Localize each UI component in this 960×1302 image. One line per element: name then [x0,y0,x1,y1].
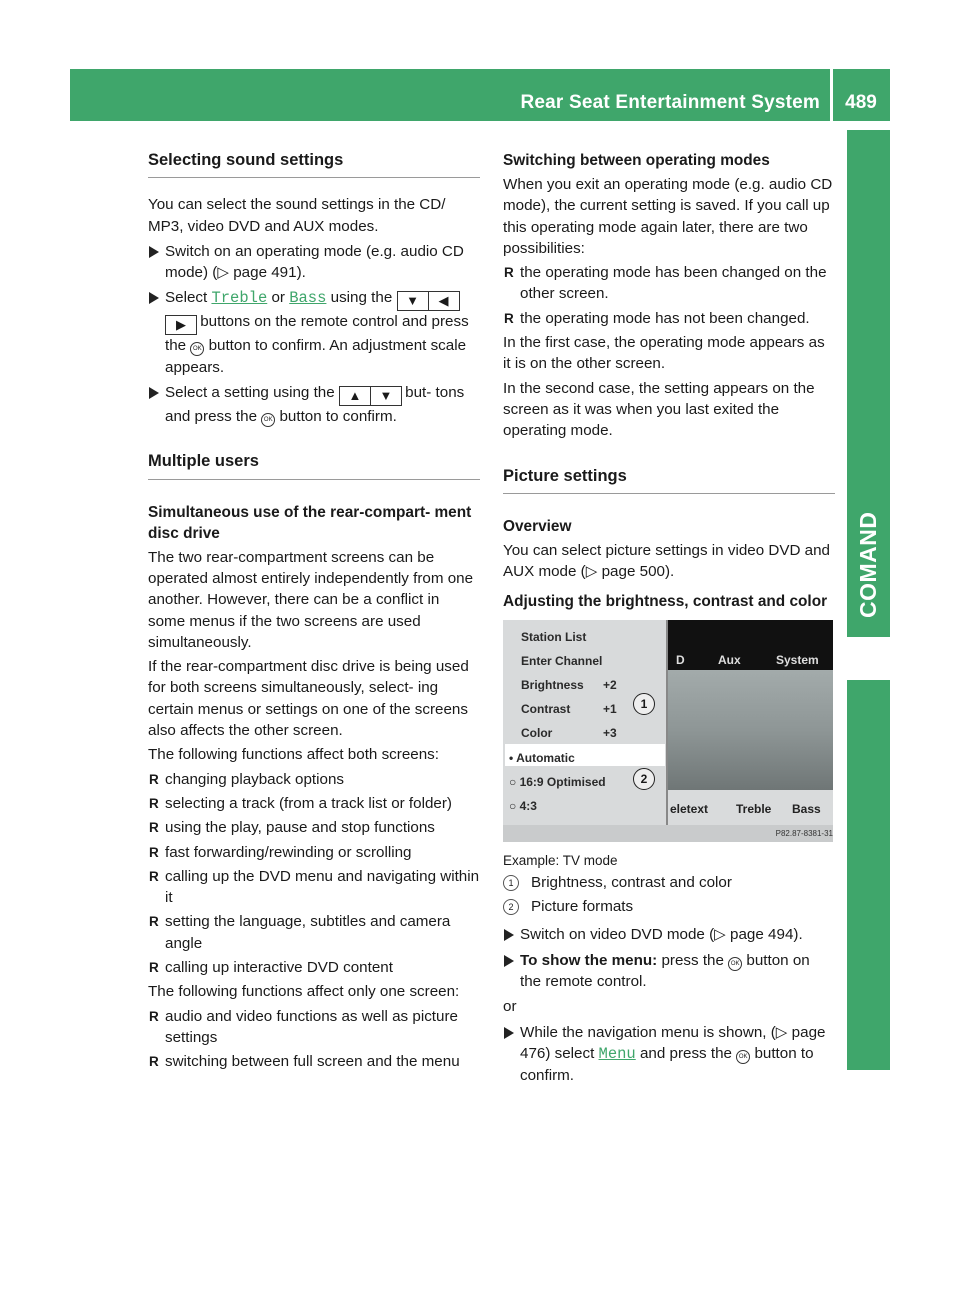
list-item: R switching between full screen and the menu [148,1051,480,1072]
bass-label: Bass [289,289,327,308]
list-item: R setting the language, subtitles and camera angle [148,911,480,954]
menu-value: +1 [603,702,617,717]
page-number: 489 [845,92,877,113]
users-para-2: If the rear-compartment disc drive is being used for both screens simultaneously, select- ing certain menus or settings on one of the screens also affects the other screen. [148,658,469,740]
legend-item-2 [503,896,835,917]
bottom-label: Bass [792,802,821,817]
list-item: R the operating mode has not been changed. [503,308,835,329]
picture-step-1: Switch on video DVD mode (▷ page 494). [503,924,835,945]
text: Select a setting using the [165,384,339,402]
ok-button-icon: OK [190,342,204,356]
tab-label: Aux [718,653,741,668]
subsection-title-overview: Overview [503,517,572,535]
sound-step-2 [148,287,480,378]
users-para-4: The following functions affect only one screen: [148,983,460,1001]
subsection-title-brightness: Adjusting the brightness, contrast and color [503,593,828,611]
right-column [503,150,835,1086]
side-tab-label: COMAND [855,511,881,619]
text: button to confirm. An adjustment scale appears. [165,337,467,376]
callout-1: 1 [633,693,655,715]
text: but- tons and press the [165,384,465,426]
text: and press the [635,1044,737,1062]
menu-item: Color [521,726,553,741]
list-item: R fast forwarding/rewinding or scrolling [148,842,480,863]
text: buttons on the remote control and press the [165,313,469,355]
overview-para: You can select picture settings in video DVD and AUX mode (▷ page 500). [503,541,831,581]
callout-1-icon: 1 [503,875,519,891]
menu-label: Menu [598,1044,636,1063]
menu-item: ○ 16:9 Optimised [509,775,606,790]
menu-item: Contrast [521,702,571,717]
modes-para-1: When you exit an operating mode (e.g. audio CD mode), the current setting is saved. If you call up this operating mode again later, there are two possibilities: [503,176,833,257]
list-item: R changing playback options [148,769,480,790]
callout-2-icon: 2 [503,899,519,915]
list-item: R audio and video functions as well as picture settings [148,1006,480,1049]
menu-item: Enter Channel [521,654,603,669]
modes-para-2: In the first case, the operating mode appears as it is on the other screen. [503,334,825,373]
sound-step-3 [148,382,480,427]
subsection-title-disc-drive: Simultaneous use of the rear-compart- ment disc drive [148,503,472,542]
text: To show the menu: [520,951,658,969]
list-item: R selecting a track (from a track list or folder) [148,793,480,814]
section-title-picture: Picture settings [503,466,835,494]
down-key-icon: ▼ [370,386,402,406]
list-item: R using the play, pause and stop functions [148,817,480,838]
picture-step-2 [503,950,835,993]
list-item: R the operating mode has been changed on the other screen. [503,262,835,305]
left-key-icon: ◀ [428,291,460,311]
menu-item: Brightness [521,678,584,693]
sound-step-1: Switch on an operating mode (e.g. audio CD mode) (▷ page 491). [148,241,480,284]
bottom-label: eletext [670,802,709,817]
callout-2: 2 [633,768,655,790]
subsection-title-operating-modes: Switching between operating modes [503,152,770,169]
header-title: Rear Seat Entertainment System [520,92,820,113]
or-text: or [503,998,517,1016]
section-title-sound: Selecting sound settings [148,150,480,178]
users-para-3: The following functions affect both screens: [148,746,439,764]
text: Picture formats [531,898,634,916]
tab-label: System [776,653,819,668]
list-item: R calling up interactive DVD content [148,957,480,978]
header-divider [830,69,833,121]
ok-button-icon: OK [261,413,275,427]
legend-item-1 [503,872,835,893]
tv-image [668,670,833,790]
text: or [267,289,290,307]
text: While the navigation menu is shown, (▷ page 476) select [520,1023,826,1062]
menu-item: Station List [521,630,587,645]
down-key-icon: ▼ [397,291,429,311]
menu-item: ○ 4:3 [509,799,537,814]
picture-menu [503,620,666,825]
tab-label: D [676,653,685,668]
text: Select [165,289,212,307]
treble-label: Treble [211,289,268,308]
section-title-multiple-users: Multiple users [148,451,480,479]
menu-value: +2 [603,678,617,693]
text: press the [657,951,729,969]
menu-value: +3 [603,726,617,741]
text: using the [326,289,397,307]
image-code: P82.87-8381-31 [503,825,833,842]
tv-screen [668,620,833,825]
figure-caption: Example: TV mode [503,853,618,869]
picture-step-3 [503,1022,835,1087]
list-item: R calling up the DVD menu and navigating within it [148,866,480,909]
modes-para-3: In the second case, the setting appears on the screen as it was when you last exited the operating mode. [503,379,815,440]
menu-item: • Automatic [509,751,575,766]
ok-button-icon: OK [736,1050,750,1064]
bottom-label: Treble [736,802,772,817]
up-key-icon: ▲ [339,386,371,406]
right-key-icon: ▶ [165,315,197,335]
text: button on the remote control. [520,951,810,990]
left-column [148,150,480,1073]
text: Brightness, contrast and color [531,873,732,891]
sound-intro: You can select the sound settings in the CD/ MP3, video DVD and AUX modes. [148,196,446,235]
tv-mode-screenshot [503,620,833,842]
text: button to confirm. [520,1044,814,1085]
users-para-1: The two rear-compartment screens can be operated almost entirely independently from one another. However, there can be a conflict in some menus if the two screens are used simultaneously. [148,548,474,651]
text: button to confirm. [275,408,397,426]
ok-button-icon: OK [728,957,742,971]
